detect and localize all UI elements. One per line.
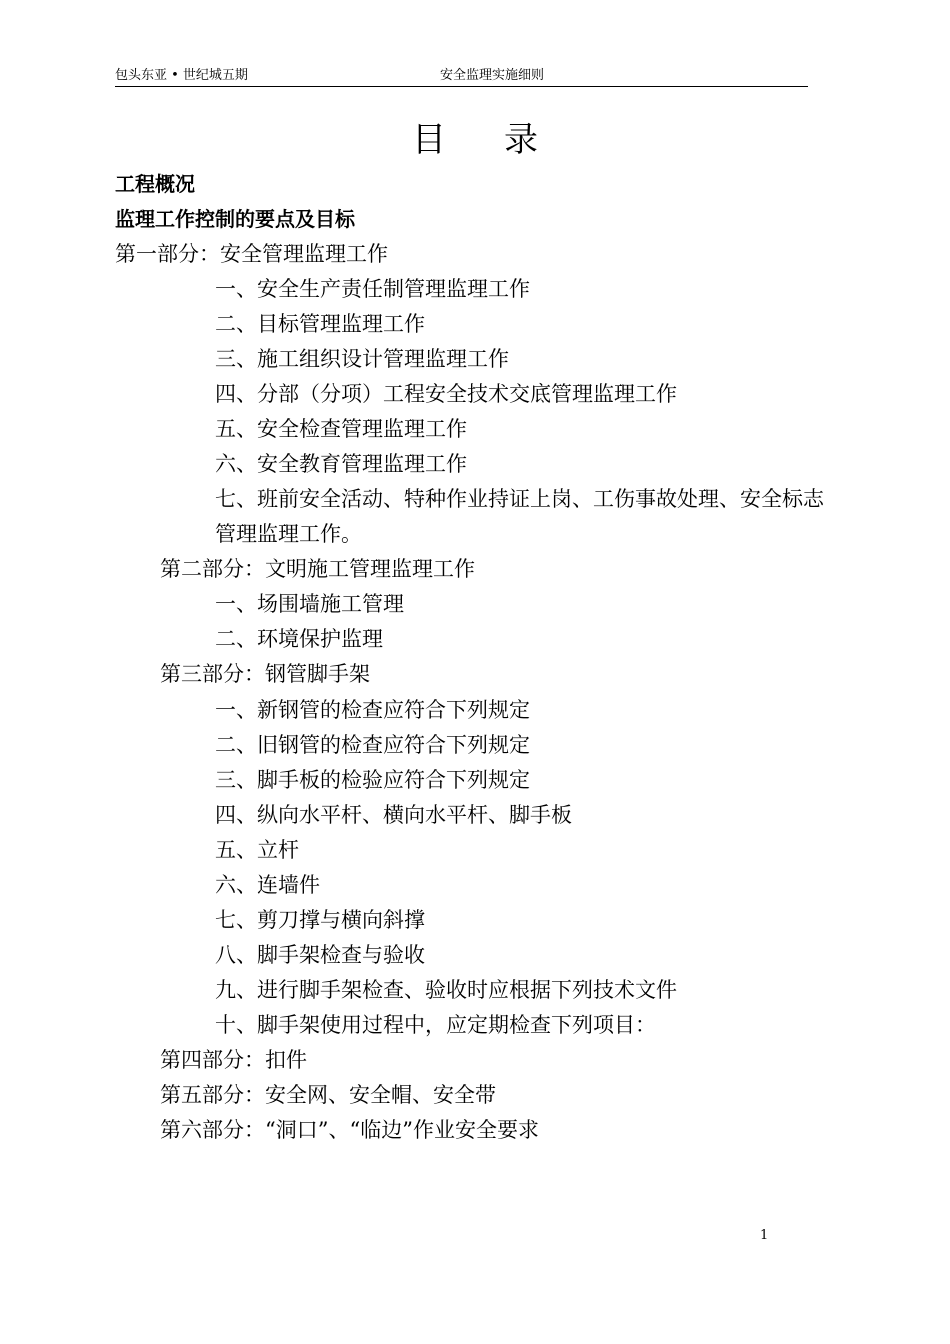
toc-item: 一、场围墙施工管理 <box>215 592 404 616</box>
toc-part-6: 第六部分：“洞口”、“临边”作业安全要求 <box>160 1118 539 1142</box>
toc-item: 二、旧钢管的检查应符合下列规定 <box>215 733 530 757</box>
toc-part-1: 第一部分：安全管理监理工作 <box>115 242 388 266</box>
toc-part-3: 第三部分：钢管脚手架 <box>160 662 370 686</box>
toc-item: 九、进行脚手架检查、验收时应根据下列技术文件 <box>215 978 677 1002</box>
toc-part-4: 第四部分：扣件 <box>160 1048 307 1072</box>
toc-item: 五、安全检查管理监理工作 <box>215 417 467 441</box>
toc-part-2: 第二部分：文明施工管理监理工作 <box>160 557 475 581</box>
toc-item: 六、连墙件 <box>215 873 320 897</box>
page-number: 1 <box>760 1228 769 1243</box>
toc-item: 三、施工组织设计管理监理工作 <box>215 347 509 371</box>
toc-item: 五、立杆 <box>215 838 299 862</box>
toc-item: 一、安全生产责任制管理监理工作 <box>215 277 530 301</box>
toc-item: 八、脚手架检查与验收 <box>215 943 425 967</box>
toc-item: 三、脚手板的检验应符合下列规定 <box>215 768 530 792</box>
toc-item: 二、环境保护监理 <box>215 627 383 651</box>
toc-item: 七、剪刀撑与横向斜撑 <box>215 908 425 932</box>
toc-title-char-2: 录 <box>504 120 538 160</box>
toc-item: 四、分部（分项）工程安全技术交底管理监理工作 <box>215 382 677 406</box>
toc-item: 二、目标管理监理工作 <box>215 312 425 336</box>
toc-item-continuation: 管理监理工作。 <box>215 522 362 546</box>
toc-title-char-1: 目 <box>412 120 446 160</box>
toc-entry-key-points: 监理工作控制的要点及目标 <box>115 207 355 231</box>
header-project-name: 包头东亚 • 世纪城五期 <box>115 68 248 83</box>
toc-entry-overview: 工程概况 <box>115 172 195 196</box>
toc-part-5: 第五部分：安全网、安全帽、安全带 <box>160 1083 496 1107</box>
header-document-title: 安全监理实施细则 <box>440 68 545 83</box>
toc-item: 七、班前安全活动、特种作业持证上岗、工伤事故处理、安全标志 <box>215 487 824 511</box>
toc-item: 一、新钢管的检查应符合下列规定 <box>215 698 530 722</box>
toc-item: 四、纵向水平杆、横向水平杆、脚手板 <box>215 803 572 827</box>
toc-item: 六、安全教育管理监理工作 <box>215 452 467 476</box>
toc-item: 十、脚手架使用过程中，应定期检查下列项目： <box>215 1013 656 1037</box>
